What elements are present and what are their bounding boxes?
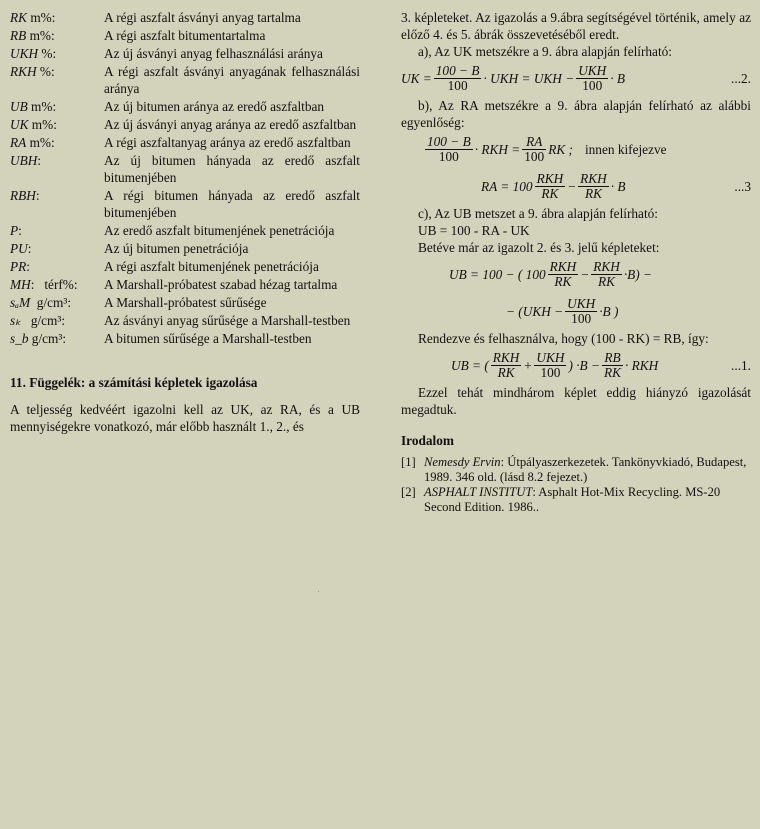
definition-symbol: RB [10,28,27,43]
definition-symbol: UBH [10,153,38,168]
definition-row [10,98,360,115]
eq3-frac1 [535,172,566,201]
definition-unit: : [18,223,22,238]
definition-description: A Marshall-próbatest szabad hézag tartalma [104,277,338,292]
definition-description: Az új bitumen aránya az eredő aszfaltban [104,99,325,114]
definition-row [10,116,360,133]
eqc1-den2: RK [598,274,616,289]
definition-term [10,240,104,257]
definition-symbol: PU [10,241,28,256]
definition-term [10,276,104,293]
eqc1-den1: RK [554,274,572,289]
reference-list [401,455,751,515]
definition-row [10,276,360,293]
eq2-den: 100 [447,78,468,93]
definition-term [10,330,104,347]
equation-1 [401,347,751,384]
equation-2 [401,60,751,97]
eqc1-frac2 [591,260,622,289]
eq2-lhs: UK = [401,71,432,86]
eqc1-minus: − [580,267,590,282]
definition-symbol: PR [10,259,27,274]
eqb-frac1 [425,135,473,164]
definition-description: A Marshall-próbatest sűrűsége [104,295,267,310]
definition-row [10,9,360,26]
definition-description: Az új bitumen penetrációja [104,241,249,256]
definition-symbol: RK [10,10,27,25]
definition-description: A régi aszfalt bitumenjének penetrációja [104,259,319,274]
definition-term [10,9,104,26]
eq2-num: 100 − B [435,63,480,78]
eqc1-end: ·B) − [623,267,652,282]
conclusion-text: Ezzel tehát mindhárom képlet eddig hiányzó igazolását megadtuk. [401,385,751,417]
definition-description: A régi aszfaltanyag aránya az eredő aszfaltban [104,135,351,150]
eqc2-lhs: − (UKH − [506,304,564,319]
step-a-text: a), Az UK metszékre a 9. ábra alapján felírható: [418,44,672,59]
definition-symbol: UK [10,117,29,132]
eq1-lhs: UB = ( [451,358,489,373]
definition-unit: g/cm³: [28,331,67,346]
step-c-equation: UB = 100 - RA - UK [418,223,530,238]
reference-author: ASPHALT INSTITUT [424,485,533,499]
definition-unit: %: [38,46,57,61]
eqb-frac2 [522,135,546,164]
reference-number: [1] [401,455,416,469]
definition-term [10,152,104,186]
eq3-den2: RK [584,186,602,201]
eq2-frac2 [576,64,608,93]
definition-row [10,294,360,311]
appendix-heading: 11. Függelék: a számítási képletek igazolása [10,375,258,390]
eqb-den2: 100 [524,149,545,164]
eq1-frac2 [534,351,566,380]
definition-row [10,152,360,186]
equation-3 [401,168,751,205]
eq1-num1: RKH [492,350,520,365]
reference-text [424,455,751,485]
definition-row [10,222,360,239]
definition-unit: : [27,241,32,256]
definition-description: A régi aszfalt bitumentartalma [104,28,266,43]
definition-term [10,27,104,44]
definition-description: A régi aszfalt ásványi anyag tartalma [104,10,301,25]
eq3-minus: − [567,179,577,194]
definition-term [10,187,104,221]
definition-symbol: UB [10,99,28,114]
eq2-num2: UKH [578,63,607,78]
reference-number: [2] [401,485,416,499]
eq3-number: ...3 [734,179,751,194]
eq3-num1: RKH [536,171,564,186]
definition-unit: : térf%: [30,277,78,292]
definition-row [10,240,360,257]
definition-term [10,134,104,151]
definition-unit: g/cm³: [30,295,72,310]
eq3-lhs: RA = 100 [481,179,533,194]
definition-unit: m%: [26,28,55,43]
eqc2-frac [565,297,597,326]
eqc1-lhs: UB = 100 − ( 100 [449,267,546,282]
eq1-number: ...1. [731,358,751,373]
definition-row [10,45,360,62]
eqc1-num2: RKH [593,259,620,274]
reference-details: : Asphalt Hot-Mix Recycling. MS-20 Second Edition. 1986.. [424,485,721,514]
eqc2-den: 100 [571,311,592,326]
step-c-insert: Betéve már az igazolt 2. és 3. jelű képleteket: [418,240,660,255]
definition-term [10,63,104,97]
definition-symbol: RA [10,135,27,150]
eq3-den1: RK [541,186,559,201]
reference-item [401,485,751,515]
equation-c1 [401,256,751,293]
eqc2-num: UKH [567,296,596,311]
eqc1-num1: RKH [549,259,577,274]
eq1-plus: + [523,358,533,373]
rearrange-text: Rendezve és felhasználva, hogy (100 - RK) = RB, így: [418,331,709,346]
definition-term [10,222,104,239]
definition-description: A régi bitumen hányada az eredő aszfalt bitumenjében [104,188,360,220]
eqb-note: innen kifejezve [584,142,667,157]
definition-symbol: RKH [10,64,37,79]
definition-row [10,258,360,275]
appendix-paragraph: A teljesség kedvéért igazolni kell az UK, az RA, és a UB mennyiségekre vonatkozó, már előbb használt 1., 2., és [10,402,360,434]
definition-row [10,27,360,44]
eqc2-end: ·B ) [599,304,619,319]
definition-row [10,187,360,221]
left-column [10,9,360,435]
eq3-end: · B [610,179,626,194]
eqb-end: RK ; [548,142,573,157]
references-heading: Irodalom [401,433,454,448]
eq3-frac2 [578,172,609,201]
definition-description: Az új ásványi anyag felhasználási aránya [104,46,323,61]
definition-symbol: s_b [10,331,29,346]
eqb-num1: 100 − B [427,134,471,149]
equation-c2 [401,293,751,330]
definition-symbol: RBH [10,188,36,203]
eq2-number: ...2. [731,71,751,86]
definition-term [10,294,104,311]
definition-unit: %: [36,64,55,79]
reference-item [401,455,751,485]
definition-description: Az új ásványi anyag aránya az eredő aszfaltban [104,117,357,132]
intro-paragraph: 3. képleteket. Az igazolás a 9.ábra segítségével történik, amely az előző 4. és 5. ábrák összevetéséből eredt. [401,10,751,42]
eq1-frac1 [491,351,522,380]
definition-unit: m%: [28,117,57,132]
eqb-den1: 100 [438,149,459,164]
eq2-den2: 100 [582,78,603,93]
definition-term [10,116,104,133]
reference-author: Nemesdy Ervin [424,455,501,469]
definition-description: A bitumen sűrűsége a Marshall-testben [104,331,312,346]
definition-description: Az eredő aszfalt bitumenjének penetrációja [104,223,335,238]
eq3-num2: RKH [580,171,607,186]
eq2-frac1 [434,64,482,93]
reference-details: : Útpályaszerkezetek. Tankönyvkiadó, Budapest, 1989. 346 old. (lásd 8.2 fejezet.) [424,455,747,484]
definition-list [10,9,360,347]
definition-unit: m%: [27,10,56,25]
definition-unit: m%: [27,99,57,114]
definition-unit: m%: [26,135,55,150]
definition-unit: : [37,153,42,168]
definition-term [10,258,104,275]
eq2-end: · B [610,71,626,86]
definition-row [10,134,360,151]
eq1-num2: UKH [536,350,565,365]
eqc1-frac1 [548,260,579,289]
eq2-mid: · UKH = UKH − [483,71,575,86]
eqb-num2: RA [522,135,546,150]
eq1-den2: 100 [540,365,561,380]
reference-text [424,485,751,515]
definition-symbol: sₖ [10,313,21,328]
definition-symbol: UKH [10,46,39,61]
eq1-den1: RK [497,365,515,380]
definition-description: A régi aszfalt ásványi anyagának felhasználási aránya [104,64,360,96]
eq1-mid: ) ·B − [568,358,600,373]
definition-unit: : [35,188,40,203]
eq1-num3: RB [602,351,623,366]
eqb-mid: · RKH = [474,142,521,157]
eq1-den3: RK [603,365,621,380]
eq1-frac3 [602,351,623,380]
definition-symbol: sₐM [10,295,31,310]
definition-term [10,312,104,329]
definition-term [10,45,104,62]
step-b-text: b), Az RA metszékre a 9. ábra alapján felírható az alábbi egyenlőség: [401,98,751,130]
definition-description: Az új bitumen hányada az eredő aszfalt bitumenjében [104,153,360,185]
definition-symbol: P [10,223,19,238]
step-c-text: c), Az UB metszet a 9. ábra alapján felírható: [418,206,658,221]
definition-term [10,98,104,115]
definition-description: Az ásványi anyag sűrűsége a Marshall-testben [104,313,351,328]
definition-symbol: MH [10,277,31,292]
equation-b [401,131,751,168]
right-column [401,9,751,515]
definition-row [10,330,360,347]
page-speck [318,591,319,592]
definition-unit: : [26,259,30,274]
definition-unit: g/cm³: [20,313,66,328]
definition-row [10,312,360,329]
definition-row [10,63,360,97]
eq1-end: · RKH [624,358,659,373]
